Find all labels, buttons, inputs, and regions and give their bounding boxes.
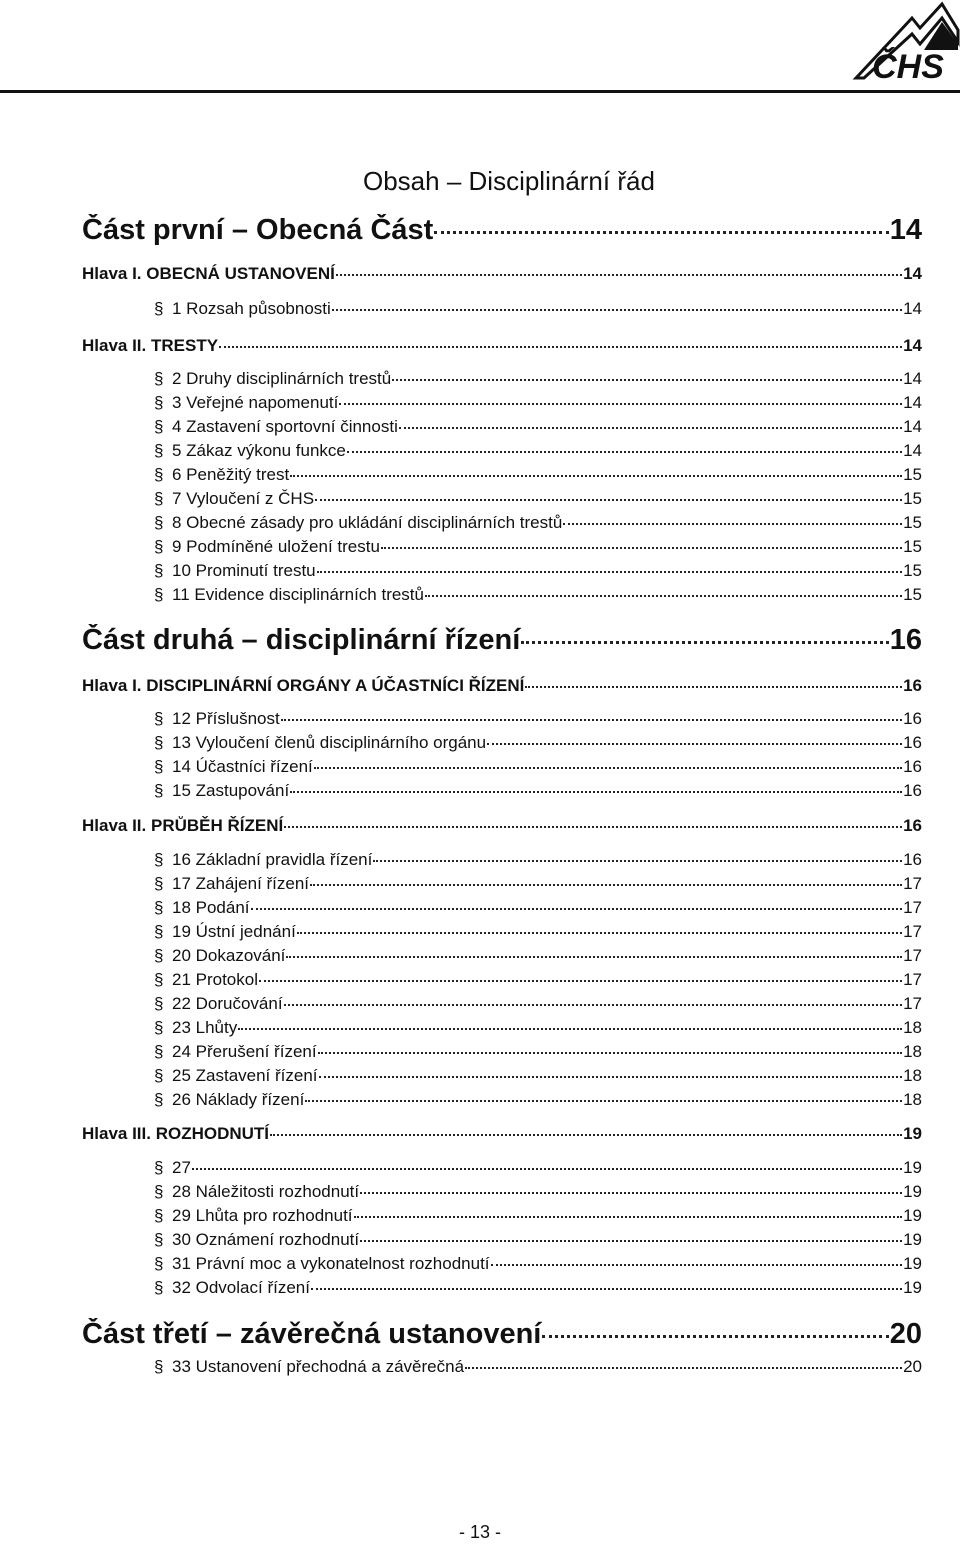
section-sign-icon: § [154, 1158, 164, 1177]
toc-entry-head [82, 336, 922, 356]
toc-entry-label: § 29 Lhůta pro rozhodnutí [154, 1206, 353, 1225]
dot-leader [219, 346, 902, 348]
section-sign-icon: § [154, 1230, 164, 1249]
section-sign-icon: § [154, 561, 164, 580]
section-sign-icon: § [154, 994, 164, 1013]
dot-leader [381, 547, 902, 549]
dot-leader [465, 1367, 902, 1369]
toc-entry-sec [154, 874, 922, 894]
toc-entry-label: § 24 Přerušení řízení [154, 1042, 317, 1061]
toc-entry-page: 19 [903, 1158, 922, 1177]
toc-entry-label: § 19 Ústní jednání [154, 922, 296, 941]
toc-entry-page: 16 [903, 757, 922, 776]
toc-entry-sec [154, 513, 922, 533]
section-sign-icon: § [154, 369, 164, 388]
toc-entry-part [82, 214, 922, 247]
toc-entry-sec [154, 1090, 922, 1110]
toc-entry-label: § 8 Obecné zásady pro ukládání disciplinárních trestů [154, 513, 563, 532]
dot-leader [259, 980, 902, 982]
toc-entry-page: 20 [903, 1357, 922, 1376]
toc-entry-page: 14 [903, 336, 922, 355]
toc-entry-page: 17 [903, 898, 922, 917]
dot-leader [332, 309, 902, 311]
toc-entry-label: § 25 Zastavení řízení [154, 1066, 318, 1085]
toc-entry-head [82, 1124, 922, 1144]
dot-leader [487, 743, 902, 745]
toc-entry-sec [154, 585, 922, 605]
toc-entry-label: § 31 Právní moc a vykonatelnost rozhodnutí [154, 1254, 490, 1273]
toc-entry-label: Hlava III. ROZHODNUTÍ [82, 1124, 270, 1143]
toc-entry-page: 18 [903, 1090, 922, 1109]
toc-entry-sec [154, 757, 922, 777]
toc-entry-sec [154, 441, 922, 461]
toc-entry-head [82, 676, 922, 696]
dot-leader [319, 1076, 903, 1078]
toc-entry-label: Hlava II. TRESTY [82, 336, 219, 355]
section-sign-icon: § [154, 898, 164, 917]
toc-entry-page: 19 [903, 1278, 922, 1297]
toc-entry-label: § 5 Zákaz výkonu funkce [154, 441, 346, 460]
toc-entry-page: 19 [903, 1254, 922, 1273]
toc-entry-page: 15 [903, 585, 922, 604]
toc-entry-label: § 3 Veřejné napomenutí [154, 393, 339, 412]
section-sign-icon: § [154, 874, 164, 893]
section-sign-icon: § [154, 946, 164, 965]
dot-leader [373, 860, 902, 862]
toc-entry-label: Část třetí – závěrečná ustanovení [82, 1318, 542, 1350]
toc-entry-label: § 22 Doručování [154, 994, 283, 1013]
toc-entry-head [82, 264, 922, 284]
toc-entry-label: § 28 Náležitosti rozhodnutí [154, 1182, 360, 1201]
toc-entry-sec [154, 1206, 922, 1226]
toc-entry-page: 14 [889, 214, 922, 246]
toc-entry-sec [154, 1182, 922, 1202]
toc-entry-sec [154, 733, 922, 753]
toc-entry-label: § 4 Zastavení sportovní činnosti [154, 417, 398, 436]
dot-leader [399, 427, 902, 429]
section-sign-icon: § [154, 513, 164, 532]
toc-entry-label: § 11 Evidence disciplinárních trestů [154, 585, 424, 604]
toc-entry-label: § 20 Dokazování [154, 946, 286, 965]
toc-title: Obsah – Disciplinární řád [363, 166, 655, 196]
section-sign-icon: § [154, 465, 164, 484]
toc-entry-sec [154, 537, 922, 557]
toc-entry-sec [154, 1254, 922, 1274]
toc-entry-label: § 21 Protokol [154, 970, 258, 989]
dot-leader [290, 475, 902, 477]
toc-entry-sec [154, 561, 922, 581]
section-sign-icon: § [154, 393, 164, 412]
toc-entry-page: 16 [903, 709, 922, 728]
dot-leader [192, 1168, 902, 1170]
toc-entry-part [82, 624, 922, 657]
toc-entry-head [82, 816, 922, 836]
toc-entry-sec [154, 1357, 922, 1377]
toc-entry-label: § 27 [154, 1158, 191, 1177]
dot-leader [315, 499, 902, 501]
dot-leader [270, 1134, 902, 1136]
toc-entry-page: 19 [903, 1124, 922, 1143]
toc-entry-label: § 9 Podmíněné uložení trestu [154, 537, 380, 556]
toc-entry-page: 20 [889, 1318, 922, 1350]
dot-leader [284, 1004, 903, 1006]
toc-entry-sec [154, 393, 922, 413]
toc-entry-page: 15 [903, 465, 922, 484]
toc-entry-label: § 10 Prominutí trestu [154, 561, 316, 580]
toc-entry-sec [154, 1158, 922, 1178]
toc-entry-sec [154, 850, 922, 870]
toc-entry-page: 14 [903, 417, 922, 436]
section-sign-icon: § [154, 709, 164, 728]
section-sign-icon: § [154, 781, 164, 800]
dot-leader [318, 1052, 903, 1054]
section-sign-icon: § [154, 1042, 164, 1061]
dot-leader [434, 231, 888, 234]
toc-entry-page: 14 [903, 264, 922, 283]
toc-entry-sec [154, 709, 922, 729]
toc-entry-page: 16 [903, 850, 922, 869]
toc-entry-sec [154, 369, 922, 389]
toc-entry-label: § 32 Odvolací řízení [154, 1278, 310, 1297]
toc-entry-page: 18 [903, 1042, 922, 1061]
toc-entry-label: § 2 Druhy disciplinárních trestů [154, 369, 392, 388]
section-sign-icon: § [154, 1066, 164, 1085]
dot-leader [336, 274, 902, 276]
dot-leader [525, 686, 902, 688]
dot-leader [360, 1240, 902, 1242]
section-sign-icon: § [154, 1018, 164, 1037]
dot-leader [311, 1288, 902, 1290]
section-sign-icon: § [154, 1278, 164, 1297]
dot-leader [563, 523, 902, 525]
dot-leader [286, 956, 902, 958]
toc-entry-label: Část druhá – disciplinární řízení [82, 624, 521, 656]
toc-entry-sec [154, 898, 922, 918]
dot-leader [521, 641, 888, 644]
dot-leader [360, 1192, 902, 1194]
toc-entry-page: 16 [889, 624, 922, 656]
toc-entry-sec [154, 417, 922, 437]
section-sign-icon: § [154, 537, 164, 556]
toc-entry-label: § 16 Základní pravidla řízení [154, 850, 373, 869]
toc-entry-sec [154, 489, 922, 509]
toc-entry-label: § 17 Zahájení řízení [154, 874, 310, 893]
toc-entry-label: Hlava I. DISCIPLINÁRNÍ ORGÁNY A ÚČASTNÍCI ŘÍZENÍ [82, 676, 525, 695]
toc-entry-page: 15 [903, 489, 922, 508]
toc-entry-label: § 30 Oznámení rozhodnutí [154, 1230, 360, 1249]
dot-leader [297, 932, 902, 934]
toc-entry-sec [154, 1066, 922, 1086]
dot-leader [542, 1335, 888, 1338]
dot-leader [305, 1100, 902, 1102]
toc-entry-sec [154, 465, 922, 485]
toc-entry-page: 19 [903, 1206, 922, 1225]
dot-leader [347, 451, 902, 453]
toc-entry-sec [154, 1042, 922, 1062]
dot-leader [238, 1028, 902, 1030]
toc-entry-label: § 7 Vyloučení z ČHS [154, 489, 315, 508]
toc-entry-page: 15 [903, 561, 922, 580]
toc-entry-label: § 6 Peněžitý trest [154, 465, 290, 484]
dot-leader [317, 571, 902, 573]
dot-leader [339, 403, 902, 405]
section-sign-icon: § [154, 585, 164, 604]
section-sign-icon: § [154, 850, 164, 869]
toc-entry-page: 17 [903, 994, 922, 1013]
toc-entry-page: 17 [903, 922, 922, 941]
page-number: - 13 - [458, 1522, 501, 1542]
toc-entry-label: § 13 Vyloučení členů disciplinárního orgánu [154, 733, 487, 752]
toc-entry-sec [154, 946, 922, 966]
toc-entry-sec [154, 970, 922, 990]
toc-entry-page: 19 [903, 1230, 922, 1249]
section-sign-icon: § [154, 1254, 164, 1273]
toc-entry-page: 16 [903, 816, 922, 835]
toc-entry-label: § 14 Účastníci řízení [154, 757, 313, 776]
toc-entry-page: 16 [903, 781, 922, 800]
toc-entry-page: 15 [903, 513, 922, 532]
section-sign-icon: § [154, 1206, 164, 1225]
toc-entry-sec [154, 1018, 922, 1038]
toc-entry-page: 14 [903, 441, 922, 460]
toc-entry-label: Hlava II. PRŮBĚH ŘÍZENÍ [82, 816, 284, 835]
toc-entry-sec [154, 1230, 922, 1250]
toc-entry-page: 17 [903, 970, 922, 989]
toc-entry-label: § 33 Ustanovení přechodná a závěrečná [154, 1357, 465, 1376]
toc-entry-page: 17 [903, 874, 922, 893]
toc-entry-label: Hlava I. OBECNÁ USTANOVENÍ [82, 264, 335, 283]
toc-entry-page: 14 [903, 393, 922, 412]
section-sign-icon: § [154, 299, 164, 318]
dot-leader [284, 826, 902, 828]
dot-leader [290, 791, 902, 793]
toc-entry-label: § 18 Podání [154, 898, 250, 917]
toc-entry-page: 14 [903, 299, 922, 318]
toc-entry-page: 16 [903, 733, 922, 752]
toc-entry-page: 19 [903, 1182, 922, 1201]
dot-leader [310, 884, 902, 886]
logo-text: ČHS [872, 48, 944, 82]
toc-entry-page: 18 [903, 1018, 922, 1037]
section-sign-icon: § [154, 922, 164, 941]
dot-leader [281, 719, 902, 721]
dot-leader [425, 595, 902, 597]
section-sign-icon: § [154, 489, 164, 508]
dot-leader [392, 379, 902, 381]
toc-entry-page: 18 [903, 1066, 922, 1085]
dot-leader [491, 1264, 903, 1266]
section-sign-icon: § [154, 417, 164, 436]
toc-entry-label: § 15 Zastupování [154, 781, 290, 800]
section-sign-icon: § [154, 970, 164, 989]
section-sign-icon: § [154, 733, 164, 752]
section-sign-icon: § [154, 1182, 164, 1201]
section-sign-icon: § [154, 441, 164, 460]
dot-leader [251, 908, 903, 910]
toc-entry-page: 17 [903, 946, 922, 965]
toc-entry-sec [154, 781, 922, 801]
section-sign-icon: § [154, 1090, 164, 1109]
toc-entry-label: Část první – Obecná Část [82, 214, 434, 246]
dot-leader [354, 1216, 903, 1218]
toc-entry-sec [154, 994, 922, 1014]
toc-entry-sec [154, 922, 922, 942]
section-sign-icon: § [154, 757, 164, 776]
toc-entry-sec [154, 299, 922, 319]
toc-entry-label: § 23 Lhůty [154, 1018, 238, 1037]
toc-entry-label: § 1 Rozsah působnosti [154, 299, 331, 318]
toc-entry-label: § 26 Náklady řízení [154, 1090, 305, 1109]
toc-entry-page: 15 [903, 537, 922, 556]
dot-leader [314, 767, 902, 769]
toc-entry-page: 16 [903, 676, 922, 695]
toc-entry-sec [154, 1278, 922, 1298]
toc-entry-part [82, 1318, 922, 1351]
toc-entry-page: 14 [903, 369, 922, 388]
section-sign-icon: § [154, 1357, 164, 1376]
toc-entry-label: § 12 Příslušnost [154, 709, 280, 728]
